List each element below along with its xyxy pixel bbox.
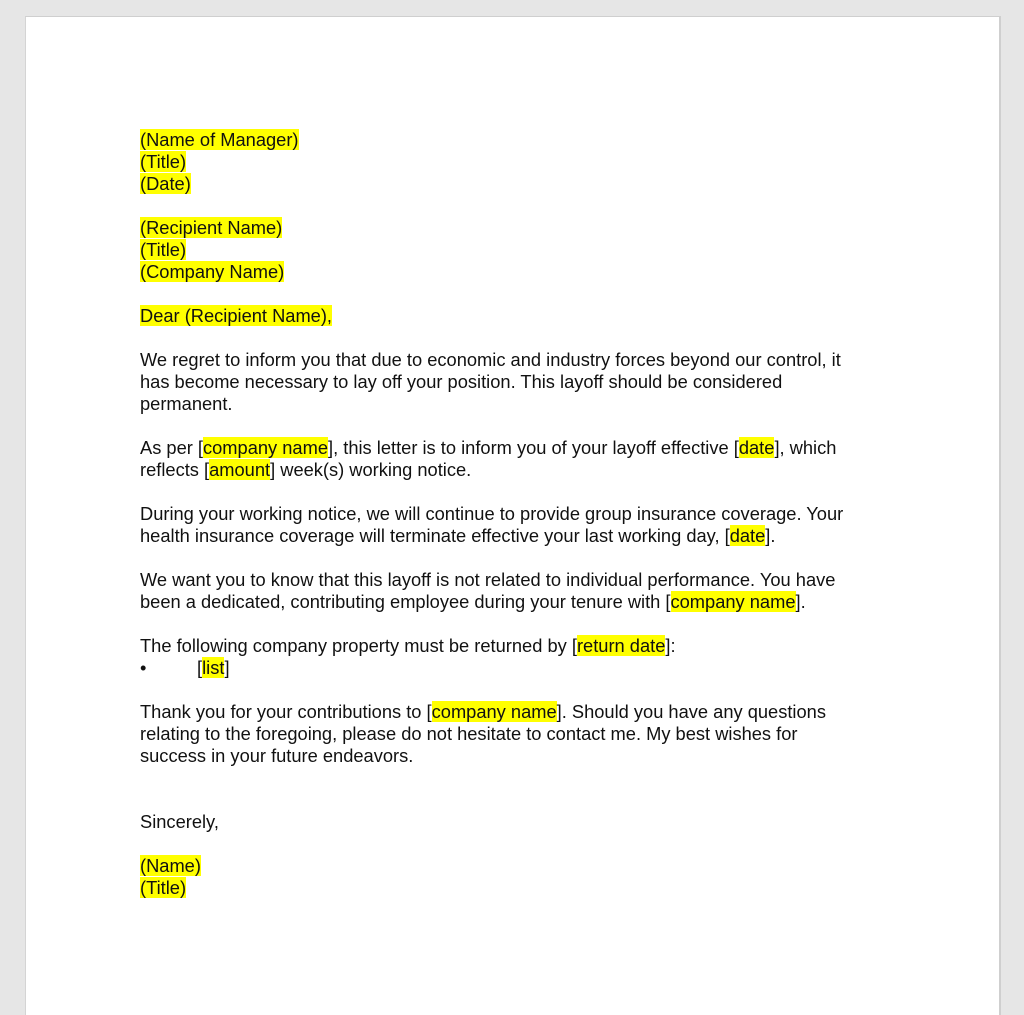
placeholder-amount: amount bbox=[209, 459, 271, 480]
paragraph-line: During your working notice, we will continue to provide group insurance coverage. Your bbox=[140, 503, 844, 524]
paragraph-layoff-notice bbox=[140, 349, 900, 415]
text-run: ] week(s) working notice. bbox=[270, 459, 472, 480]
placeholder-date: (Date) bbox=[140, 173, 191, 194]
placeholder-company-name: company name bbox=[203, 437, 328, 458]
text-run: [ bbox=[197, 657, 203, 678]
placeholder-company-name: company name bbox=[431, 701, 557, 722]
paragraph-insurance bbox=[140, 503, 900, 547]
placeholder-manager-name: (Name of Manager) bbox=[140, 129, 299, 150]
text-run: ]. bbox=[795, 591, 806, 612]
salutation bbox=[140, 305, 900, 327]
bullet-icon: • bbox=[140, 657, 147, 678]
placeholder-signer-title: (Title) bbox=[140, 877, 187, 898]
sender-block bbox=[140, 129, 900, 195]
placeholder-list: list bbox=[202, 657, 225, 678]
salutation-text: Dear (Recipient Name), bbox=[140, 305, 333, 326]
text-run: As per [ bbox=[140, 437, 203, 458]
text-run: ]. bbox=[765, 525, 776, 546]
paragraph-line: relating to the foregoing, please do not hesitate to contact me. My best wishes for bbox=[140, 723, 798, 744]
text-run: The following company property must be returned by [ bbox=[140, 635, 577, 656]
placeholder-date: date bbox=[729, 525, 766, 546]
paragraph-performance bbox=[140, 569, 900, 613]
text-run: been a dedicated, contributing employee during your tenure with [ bbox=[140, 591, 671, 612]
placeholder-manager-title: (Title) bbox=[140, 151, 187, 172]
recipient-block bbox=[140, 217, 900, 283]
letter-body[interactable] bbox=[140, 129, 900, 899]
text-run: ], which bbox=[774, 437, 837, 458]
placeholder-date: date bbox=[738, 437, 775, 458]
placeholder-return-date: return date bbox=[576, 635, 666, 656]
placeholder-company-name: (Company Name) bbox=[140, 261, 285, 282]
placeholder-recipient-name: (Recipient Name) bbox=[140, 217, 283, 238]
text-run: health insurance coverage will terminate effective your last working day, [ bbox=[140, 525, 730, 546]
text-run: ] bbox=[224, 657, 230, 678]
placeholder-company-name: company name bbox=[670, 591, 796, 612]
text-run: ], this letter is to inform you of your layoff effective [ bbox=[328, 437, 739, 458]
paragraph-effective-date bbox=[140, 437, 900, 481]
text-run: ]: bbox=[665, 635, 676, 656]
placeholder-recipient-title: (Title) bbox=[140, 239, 187, 260]
paragraph-company-property bbox=[140, 635, 900, 679]
signature-block bbox=[140, 855, 900, 899]
text-run: reflects [ bbox=[140, 459, 210, 480]
placeholder-signer-name: (Name) bbox=[140, 855, 201, 876]
paragraph-line: permanent. bbox=[140, 393, 233, 414]
paragraph-line: We regret to inform you that due to economic and industry forces beyond our control, it bbox=[140, 349, 841, 370]
paragraph-thank-you bbox=[140, 701, 900, 767]
text-run: Thank you for your contributions to [ bbox=[140, 701, 432, 722]
list-item bbox=[140, 657, 900, 679]
paragraph-line: has become necessary to lay off your position. This layoff should be considered bbox=[140, 371, 783, 392]
text-run: ]. Should you have any questions bbox=[556, 701, 826, 722]
paragraph-line: We want you to know that this layoff is not related to individual performance. You have bbox=[140, 569, 836, 590]
document-page[interactable] bbox=[25, 16, 1001, 1015]
closing: Sincerely, bbox=[140, 811, 219, 832]
paragraph-line: success in your future endeavors. bbox=[140, 745, 414, 766]
